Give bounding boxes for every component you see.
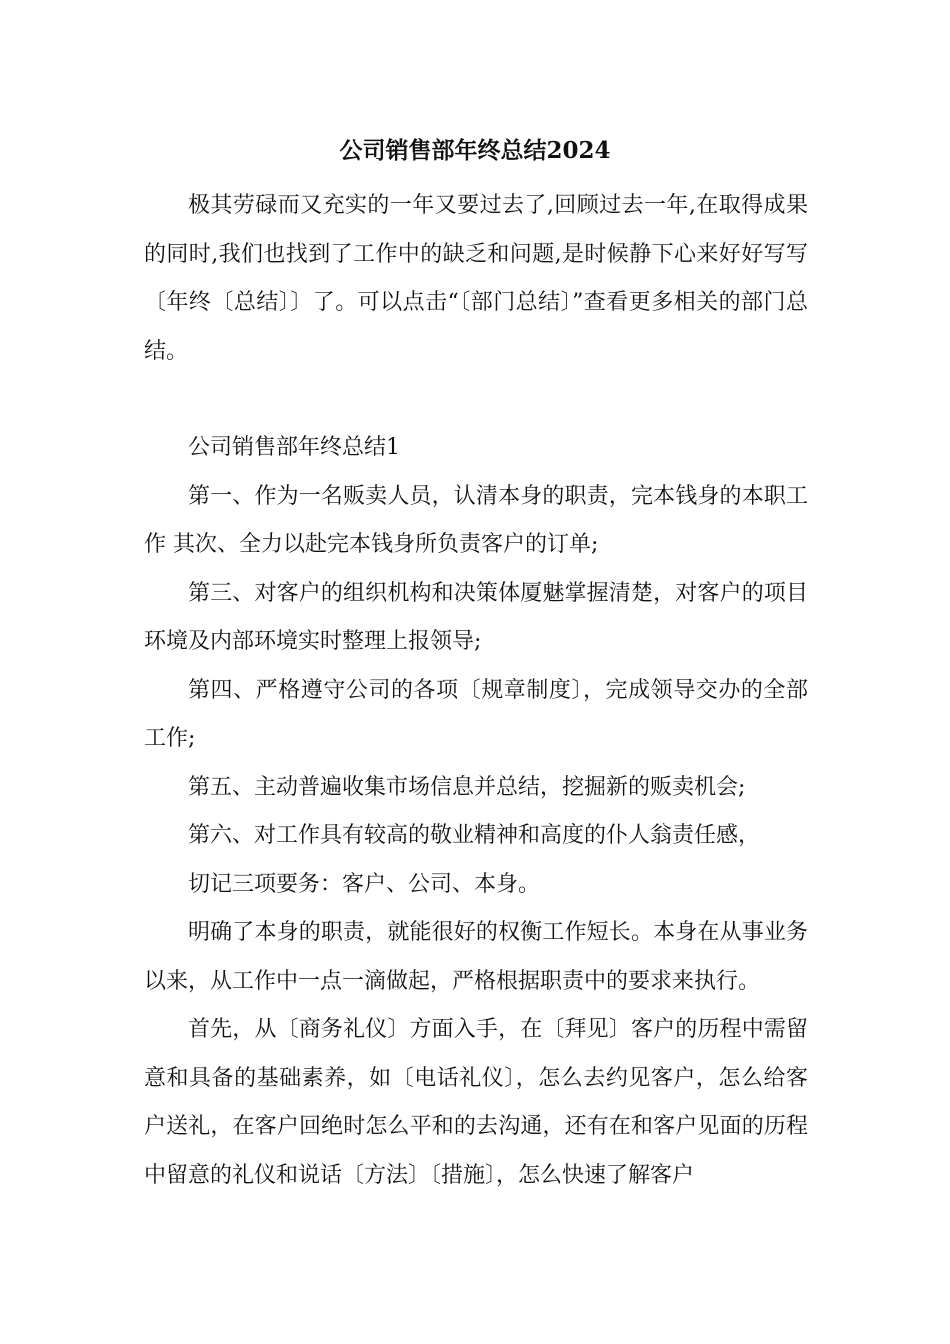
document-body [144,182,808,1200]
body-paragraph: 第五、主动普遍收集市场信息并总结，挖掘新的贩卖机会; [188,774,746,800]
body-paragraph: 第六、对工作具有较高的敬业精神和高度的仆人翁责任感， [188,823,761,848]
body-paragraph: 明确了本身的职责，就能很好的权衡工作短长。本身在从事业务以来，从工作中一点一滴做起，严格根据职责中的要求来执行。 [144,920,808,994]
body-paragraph: 第三、对客户的组织机构和决策体厦魅掌握清楚，对客户的项目环境及内部环境实时整理上报领导; [144,580,808,654]
body-paragraph: 首先，从〔商务礼仪〕方面入手，在〔拜见〕客户的历程中需留意和具备的基础素养，如〔电话礼仪〕，怎么去约见客户，怎么给客户送礼，在客户回绝时怎么平和的去沟通，还有在和客户见面的历程中留意的礼仪和说话〔方法〕〔措施〕，怎么快速了解客户 [144,1017,808,1188]
intro-paragraph: 极其劳碌而又充实的一年又要过去了,回顾过去一年,在取得成果的同时,我们也找到了工作中的缺乏和问题,是时候静下心来好好写写〔年终〔总结〕〕了。可以点击“〔部门总结〕”查看更多相关的部门总结。 [144,193,808,364]
document-title: 公司销售部年终总结2024 [339,137,611,164]
body-paragraph: 第一、作为一名贩卖人员，认清本身的职责，完本钱身的本职工作 其次、全力以赴完本钱身所负责客户的订单; [144,483,808,557]
body-paragraph: 第四、严格遵守公司的各项〔规章制度〕，完成领导交办的全部工作; [144,677,808,751]
section-heading: 公司销售部年终总结1 [188,435,400,460]
body-paragraph: 切记三项要务：客户、公司、本身。 [188,871,541,897]
